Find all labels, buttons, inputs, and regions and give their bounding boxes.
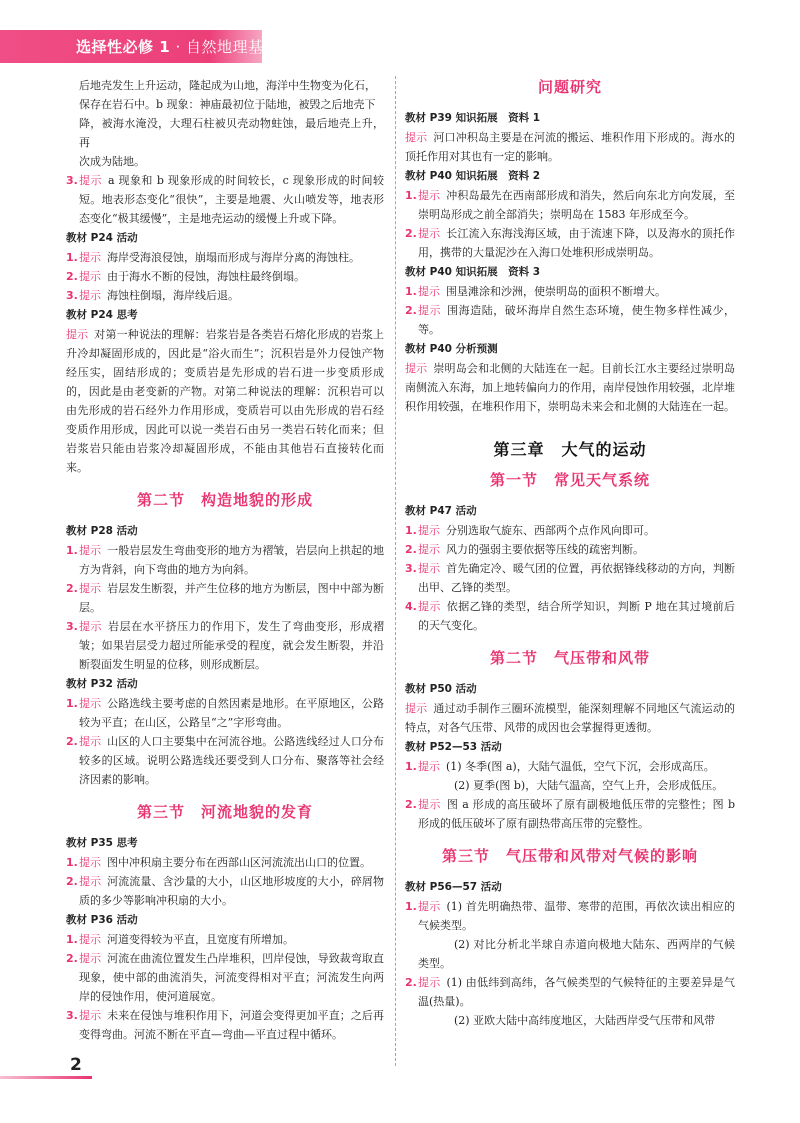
- answer-text: 山区的人口主要集中在河流谷地。公路选线经过人口分布较多的区域。说明公路选线还要受到人口分布、聚落等社会经济因素的影响。: [79, 735, 385, 786]
- item-number: 2.: [405, 798, 417, 811]
- answer-item: [66, 1006, 384, 1044]
- answer-text: 通过动手制作三圈环流模型，能深刻理解不同地区气流运动的特点，对各气压带、风带的成因也会掌握得更透彻。: [405, 702, 736, 734]
- answer-text: 分别选取气旋东、西部两个点作风向即可。: [446, 524, 655, 537]
- answer-item: [405, 521, 735, 540]
- right-column: [405, 76, 735, 1030]
- tip-label: 提示: [79, 544, 102, 557]
- answer-text: 河道变得较为平直，且宽度有所增加。: [107, 933, 294, 946]
- answer-text: 岩层在水平挤压力的作用下，发生了弯曲变形，形成褶皱；如果岩层受力超过所能承受的程度，就会发生断裂，并沿断裂面发生明显的位移，则形成断层。: [79, 620, 385, 671]
- answer-text: (2) 亚欧大陆中高纬度地区，大陆西岸受气压带和风带: [454, 1014, 716, 1027]
- answer-item: [405, 597, 735, 635]
- item-number: 2.: [66, 952, 78, 965]
- item-number: 2.: [405, 976, 417, 989]
- item-number: 1.: [405, 189, 417, 202]
- section-title: 第三节 河流地貌的发育: [136, 803, 313, 821]
- answer-paragraph: [405, 359, 735, 416]
- answer-text: (2) 夏季(图 b)，大陆气温高，空气上升，会形成低压。: [454, 779, 724, 792]
- item-number: 3.: [66, 174, 78, 187]
- left-column: [66, 76, 384, 1044]
- book-title-main: 选择性必修 1: [76, 38, 171, 56]
- page-number: 2: [70, 1055, 82, 1075]
- tip-label: 提示: [66, 328, 89, 341]
- answer-item: [66, 286, 384, 305]
- tip-label: 提示: [79, 875, 102, 888]
- subsection-heading: 教材 P39 知识拓展 资料 1: [405, 112, 541, 124]
- answer-item: [66, 930, 384, 949]
- answer-item: [66, 872, 384, 910]
- tip-label: 提示: [418, 798, 441, 811]
- tip-label: 提示: [79, 289, 101, 302]
- tip-label: 提示: [418, 976, 441, 989]
- tip-label: 提示: [79, 697, 102, 710]
- subsection-heading: 教材 P36 活动: [66, 914, 138, 926]
- subsection-heading: 教材 P52—53 活动: [405, 741, 502, 753]
- answer-text: 长江流入东海浅海区域，由于流速下降，以及海水的顶托作用，携带的大量泥沙在入海口处堆积形成崇明岛。: [418, 227, 736, 259]
- answer-item: [66, 579, 384, 617]
- answer-text: 对第一种说法的理解：岩浆岩是各类岩石熔化形成的岩浆上升冷却凝固形成的，因此是“浴火而生”；沉积岩是外力侵蚀产物经压实，固结形成的；变质岩是先形成的岩石进一步变质形成的，因此是由老变新的产物。对第二种说法的理解：沉积岩可以由先形成的岩石经外力作用形成，变质岩可以由先形成的岩石经变质作用形成，因此可以说一类岩石由另一类岩石转化而来；但岩浆岩只能由岩浆冷却凝固形成，不能由其他岩石直接转化而来。: [66, 328, 384, 474]
- item-number: 1.: [66, 856, 78, 869]
- answer-item: [405, 795, 735, 833]
- item-number: 2.: [66, 735, 78, 748]
- subsection-heading: 教材 P24 活动: [66, 232, 138, 244]
- answer-text: 围垦滩涂和沙洲，使崇明岛的面积不断增大。: [446, 285, 666, 298]
- item-number: 2.: [66, 270, 78, 283]
- answer-item: [66, 694, 384, 732]
- tip-label: 提示: [79, 251, 101, 264]
- column-divider: [395, 76, 396, 1066]
- item-number: 2.: [405, 543, 417, 556]
- tip-label: 提示: [79, 952, 102, 965]
- answer-text: a 现象和 b 现象形成的时间较长，c 现象形成的时间较短。地表形态变化“很快”，主要是地震、火山喷发等，地表形态变化“极其缓慢”，主是地壳运动的缓慢上升或下降。: [79, 174, 385, 225]
- subsection-heading: 教材 P40 分析预测: [405, 343, 498, 355]
- answer-paragraph: [405, 128, 735, 166]
- item-number: 1.: [405, 760, 417, 773]
- item-number: 2.: [405, 227, 417, 240]
- section-title: 第二节 构造地貌的形成: [136, 491, 313, 509]
- answer-item: [66, 248, 384, 267]
- header-band: [0, 30, 279, 63]
- tip-label: 提示: [418, 304, 442, 317]
- answer-text: 一般岩层发生弯曲变形的地方为褶皱，岩层向上拱起的地方为背斜，向下弯曲的地方为向斜。: [79, 544, 385, 576]
- tip-label: 提示: [418, 760, 440, 773]
- item-number: 1.: [66, 697, 78, 710]
- intro-paragraph: [66, 76, 384, 171]
- item-number: 3.: [66, 1009, 78, 1022]
- answer-item: [405, 282, 735, 301]
- answer-text: (1) 首先明确热带、温带、寒带的范围，再依次读出相应的气候类型。: [418, 900, 736, 932]
- answer-item: [405, 301, 735, 339]
- answer-text: 依据乙锋的类型，结合所学知识，判断 P 地在其过境前后的天气变化。: [418, 600, 735, 632]
- answer-item: [405, 757, 735, 776]
- answer-item: [405, 540, 735, 559]
- item-number: 2.: [66, 875, 78, 888]
- tip-label: 提示: [79, 174, 102, 187]
- section-title: 第三节 气压带和风带对气候的影响: [441, 847, 698, 865]
- subsection-heading: 教材 P40 知识拓展 资料 3: [405, 266, 541, 278]
- subsection-heading: 教材 P32 活动: [66, 678, 138, 690]
- answer-text: 公路选线主要考虑的自然因素是地形。在平原地区，公路较为平直；在山区，公路呈“之”字形弯曲。: [79, 697, 385, 729]
- tip-label: 提示: [418, 562, 441, 575]
- answer-text: 冲积岛最先在西南部形成和消失，然后向东北方向发展，至崇明岛形成之前全部消失；崇明岛在 1583 年形成至今。: [418, 189, 736, 221]
- tip-label: 提示: [79, 582, 102, 595]
- answer-paragraph: [405, 699, 735, 737]
- tip-label: 提示: [418, 189, 441, 202]
- item-number: 1.: [405, 285, 417, 298]
- tip-label: 提示: [418, 600, 441, 613]
- answer-text: (1) 冬季(图 a)，大陆气温低，空气下沉，会形成高压。: [446, 760, 715, 773]
- book-title: [76, 36, 279, 57]
- answer-text: 未来在侵蚀与堆积作用下，河道会变得更加平直；之后再变得弯曲。河流不断在平直—弯曲—平直过程中循环。: [79, 1009, 385, 1041]
- intro-line: 保存在岩石中。b 现象：神庙最初位于陆地，被毁之后地壳下: [79, 98, 376, 111]
- item-number: 4.: [405, 600, 417, 613]
- answer-text: 岩层发生断裂，并产生位移的地方为断层，图中中部为断层。: [79, 582, 385, 614]
- answer-item: [405, 973, 735, 1011]
- book-title-sub: · 自然地理基础: [170, 38, 279, 56]
- answer-item: [66, 541, 384, 579]
- subsection-heading: 教材 P28 活动: [66, 525, 138, 537]
- problem-research-title: 问题研究: [537, 78, 602, 96]
- answer-text: 河口冲积岛主要是在河流的搬运、堆积作用下形成的。海水的顶托作用对其也有一定的影响。: [405, 131, 736, 163]
- tip-label: 提示: [418, 285, 440, 298]
- tip-label: 提示: [418, 543, 440, 556]
- item-number: 3.: [66, 289, 78, 302]
- answer-text: 图 a 形成的高压破坏了原有副极地低压带的完整性；图 b 形成的低压破坏了原有副热带高压带的完整性。: [418, 798, 736, 830]
- answer-text: 风力的强弱主要依据等压线的疏密判断。: [446, 543, 644, 556]
- answer-item: [66, 267, 384, 286]
- answer-text: 由于海水不断的侵蚀，海蚀柱最终倒塌。: [107, 270, 305, 283]
- item-number: 1.: [405, 900, 417, 913]
- answer-item: [66, 949, 384, 1006]
- intro-line: 降，被海水淹没，大理石柱被贝壳动物蛀蚀，最后地壳上升，再: [79, 117, 384, 149]
- answer-text: 图中冲积扇主要分布在西部山区河流流出山口的位置。: [107, 856, 371, 869]
- item-number: 2.: [66, 582, 78, 595]
- answer-text: 河流在曲流位置发生凸岸堆积，凹岸侵蚀，导致裁弯取直现象，使中部的曲流消失，河流变得相对平直；河流发生向两岸的侵蚀作用，使河道展宽。: [79, 952, 385, 1003]
- item-number: 2.: [405, 304, 417, 317]
- answer-item: [66, 617, 384, 674]
- subsection-heading: 教材 P40 知识拓展 资料 2: [405, 170, 541, 182]
- chapter-title: 第三章 大气的运动: [493, 440, 647, 459]
- subsection-heading: 教材 P50 活动: [405, 683, 477, 695]
- tip-label: 提示: [418, 524, 440, 537]
- item-number: 1.: [405, 524, 417, 537]
- answer-item: [405, 224, 735, 262]
- answer-text: (2) 对比分析北半球自赤道向极地大陆东、西两岸的气候类型。: [418, 938, 735, 970]
- answer-paragraph: [66, 325, 384, 477]
- answer-text: 围海造陆，破坏海岸自然生态环境，使生物多样性减少，等。: [418, 304, 735, 336]
- answer-item: [405, 186, 735, 224]
- item-number: 1.: [66, 544, 78, 557]
- answer-item: [405, 897, 735, 935]
- tip-label: 提示: [79, 620, 103, 633]
- answer-text: 河流流量、含沙量的大小，山区地形坡度的大小，碎屑物质的多少等影响冲积扇的大小。: [79, 875, 385, 907]
- intro-line: 后地壳发生上升运动，隆起成为山地，海洋中生物变为化石，: [79, 79, 376, 92]
- answer-text: 崇明岛会和北侧的大陆连在一起。目前长江水主要经过崇明岛南侧流入东海，加上地转偏向力的作用，南岸侵蚀作用较强，北岸堆积作用较强，在堆积作用下，崇明岛未来会和北侧的大陆连在一起。: [405, 362, 736, 413]
- answer-item: [66, 732, 384, 789]
- tip-label: 提示: [418, 227, 441, 240]
- subsection-heading: 教材 P35 思考: [66, 837, 138, 849]
- answer-text: 海蚀柱倒塌，海岸线后退。: [107, 289, 239, 302]
- item-number: 3.: [405, 562, 417, 575]
- subsection-heading: 教材 P24 思考: [66, 309, 138, 321]
- intro-line: 次成为陆地。: [79, 155, 145, 168]
- subsection-heading: 教材 P47 活动: [405, 505, 477, 517]
- tip-label: 提示: [79, 735, 102, 748]
- tip-label: 提示: [79, 1009, 102, 1022]
- answer-text: (1) 由低纬到高纬，各气候类型的气候特征的主要差异是气温(热量)。: [418, 976, 736, 1008]
- answer-item: [66, 853, 384, 872]
- tip-label: 提示: [405, 131, 428, 144]
- tip-label: 提示: [79, 933, 101, 946]
- answer-text: 海岸受海浪侵蚀，崩塌而形成与海岸分离的海蚀柱。: [107, 251, 360, 264]
- subsection-heading: 教材 P56—57 活动: [405, 881, 502, 893]
- item-number: 1.: [66, 251, 78, 264]
- page-number-underline: [0, 1076, 92, 1079]
- tip-label: 提示: [79, 856, 101, 869]
- tip-label: 提示: [405, 702, 428, 715]
- section-title: 第一节 常见天气系统: [489, 471, 650, 489]
- answer-item: [66, 171, 384, 228]
- answer-item: [405, 559, 735, 597]
- section-title: 第二节 气压带和风带: [489, 649, 650, 667]
- tip-label: 提示: [418, 900, 441, 913]
- tip-label: 提示: [79, 270, 101, 283]
- answer-text: 首先确定冷、暖气团的位置，再依据锋线移动的方向，判断出甲、乙锋的类型。: [418, 562, 736, 594]
- tip-label: 提示: [405, 362, 428, 375]
- item-number: 1.: [66, 933, 78, 946]
- item-number: 3.: [66, 620, 78, 633]
